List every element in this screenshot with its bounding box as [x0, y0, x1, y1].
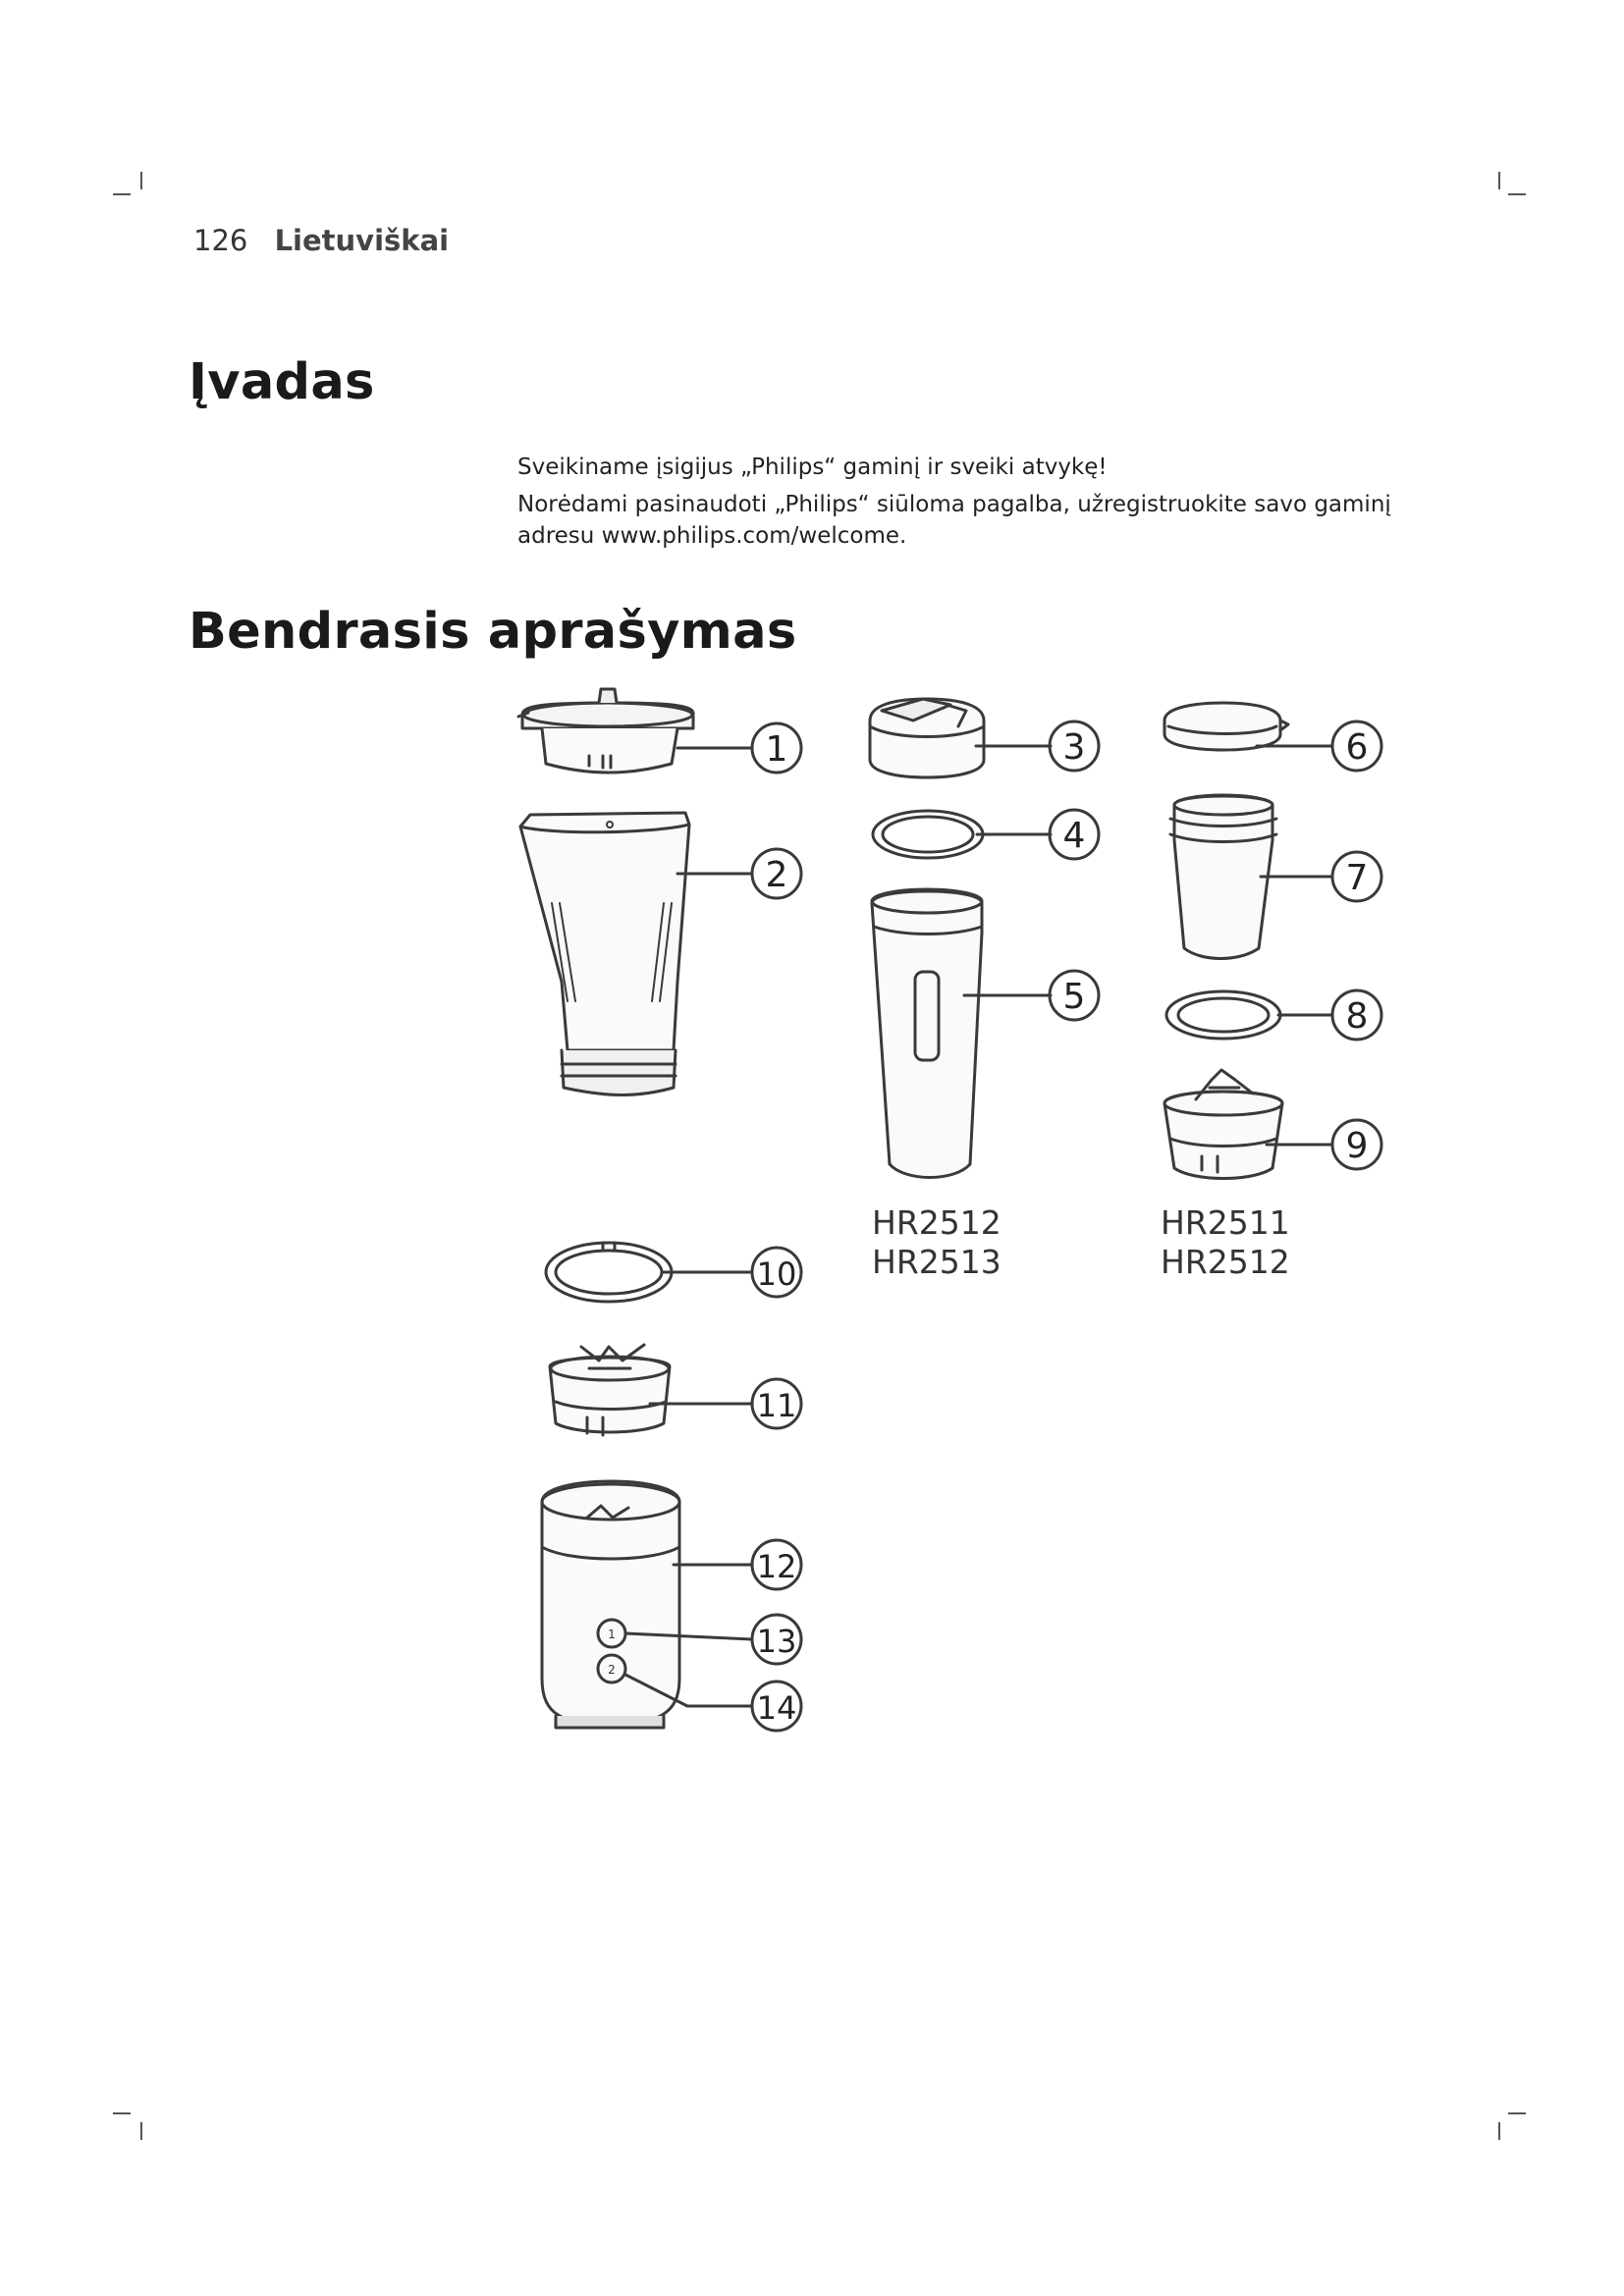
model-list-right	[1161, 1203, 1290, 1282]
part-8-sealing-ring	[1166, 991, 1280, 1039]
page-number: 126	[193, 224, 248, 257]
part-3-to-go-lid	[870, 699, 984, 777]
callout-number-14: 14	[756, 1689, 797, 1727]
part-4-sealing-ring	[873, 811, 983, 858]
part-5-to-go-cup	[872, 889, 982, 1178]
model-label: HR2512	[872, 1203, 1001, 1242]
intro-paragraph-1: Sveikiname įsigijus „Philips“ gaminį ir sveiki atvykę!	[517, 454, 1108, 480]
model-label: HR2513	[872, 1243, 1001, 1281]
callout-number-11: 11	[756, 1387, 797, 1424]
callout-number-8: 8	[1345, 996, 1369, 1037]
callout-number-6: 6	[1345, 727, 1369, 768]
speed-button-2-label: 2	[608, 1663, 616, 1677]
callout-number-12: 12	[756, 1548, 797, 1585]
callout-number-10: 10	[756, 1255, 797, 1293]
section-title-overview: Bendrasis aprašymas	[189, 603, 797, 661]
callout-number-9: 9	[1345, 1126, 1369, 1166]
callout-number-5: 5	[1062, 977, 1086, 1017]
callout-number-4: 4	[1062, 816, 1086, 856]
callout-number-13: 13	[756, 1623, 797, 1660]
section-title-intro: Įvadas	[189, 353, 375, 411]
speed-button-1-label: 1	[608, 1628, 616, 1641]
part-2-blender-jar	[520, 813, 689, 1095]
model-list-middle	[872, 1203, 1001, 1282]
model-label: HR2511	[1161, 1203, 1290, 1242]
callout-number-3: 3	[1062, 727, 1086, 768]
part-6-small-cup-lid	[1164, 703, 1288, 750]
part-10-sealing-ring	[546, 1243, 672, 1302]
part-11-blade-unit	[550, 1345, 670, 1435]
callout-number-1: 1	[765, 729, 788, 770]
callout-number-7: 7	[1345, 858, 1369, 898]
header-language: Lietuviškai	[274, 224, 450, 257]
part-9-blade-unit	[1164, 1070, 1282, 1179]
intro-paragraph-2: Norėdami pasinaudoti „Philips“ siūloma pagalba, užregistruokite savo gaminį adresu www.philips.com/welcome.	[517, 492, 1391, 549]
model-label: HR2512	[1161, 1243, 1290, 1281]
callout-number-2: 2	[765, 855, 788, 895]
part-1-jar-lid	[518, 689, 693, 773]
